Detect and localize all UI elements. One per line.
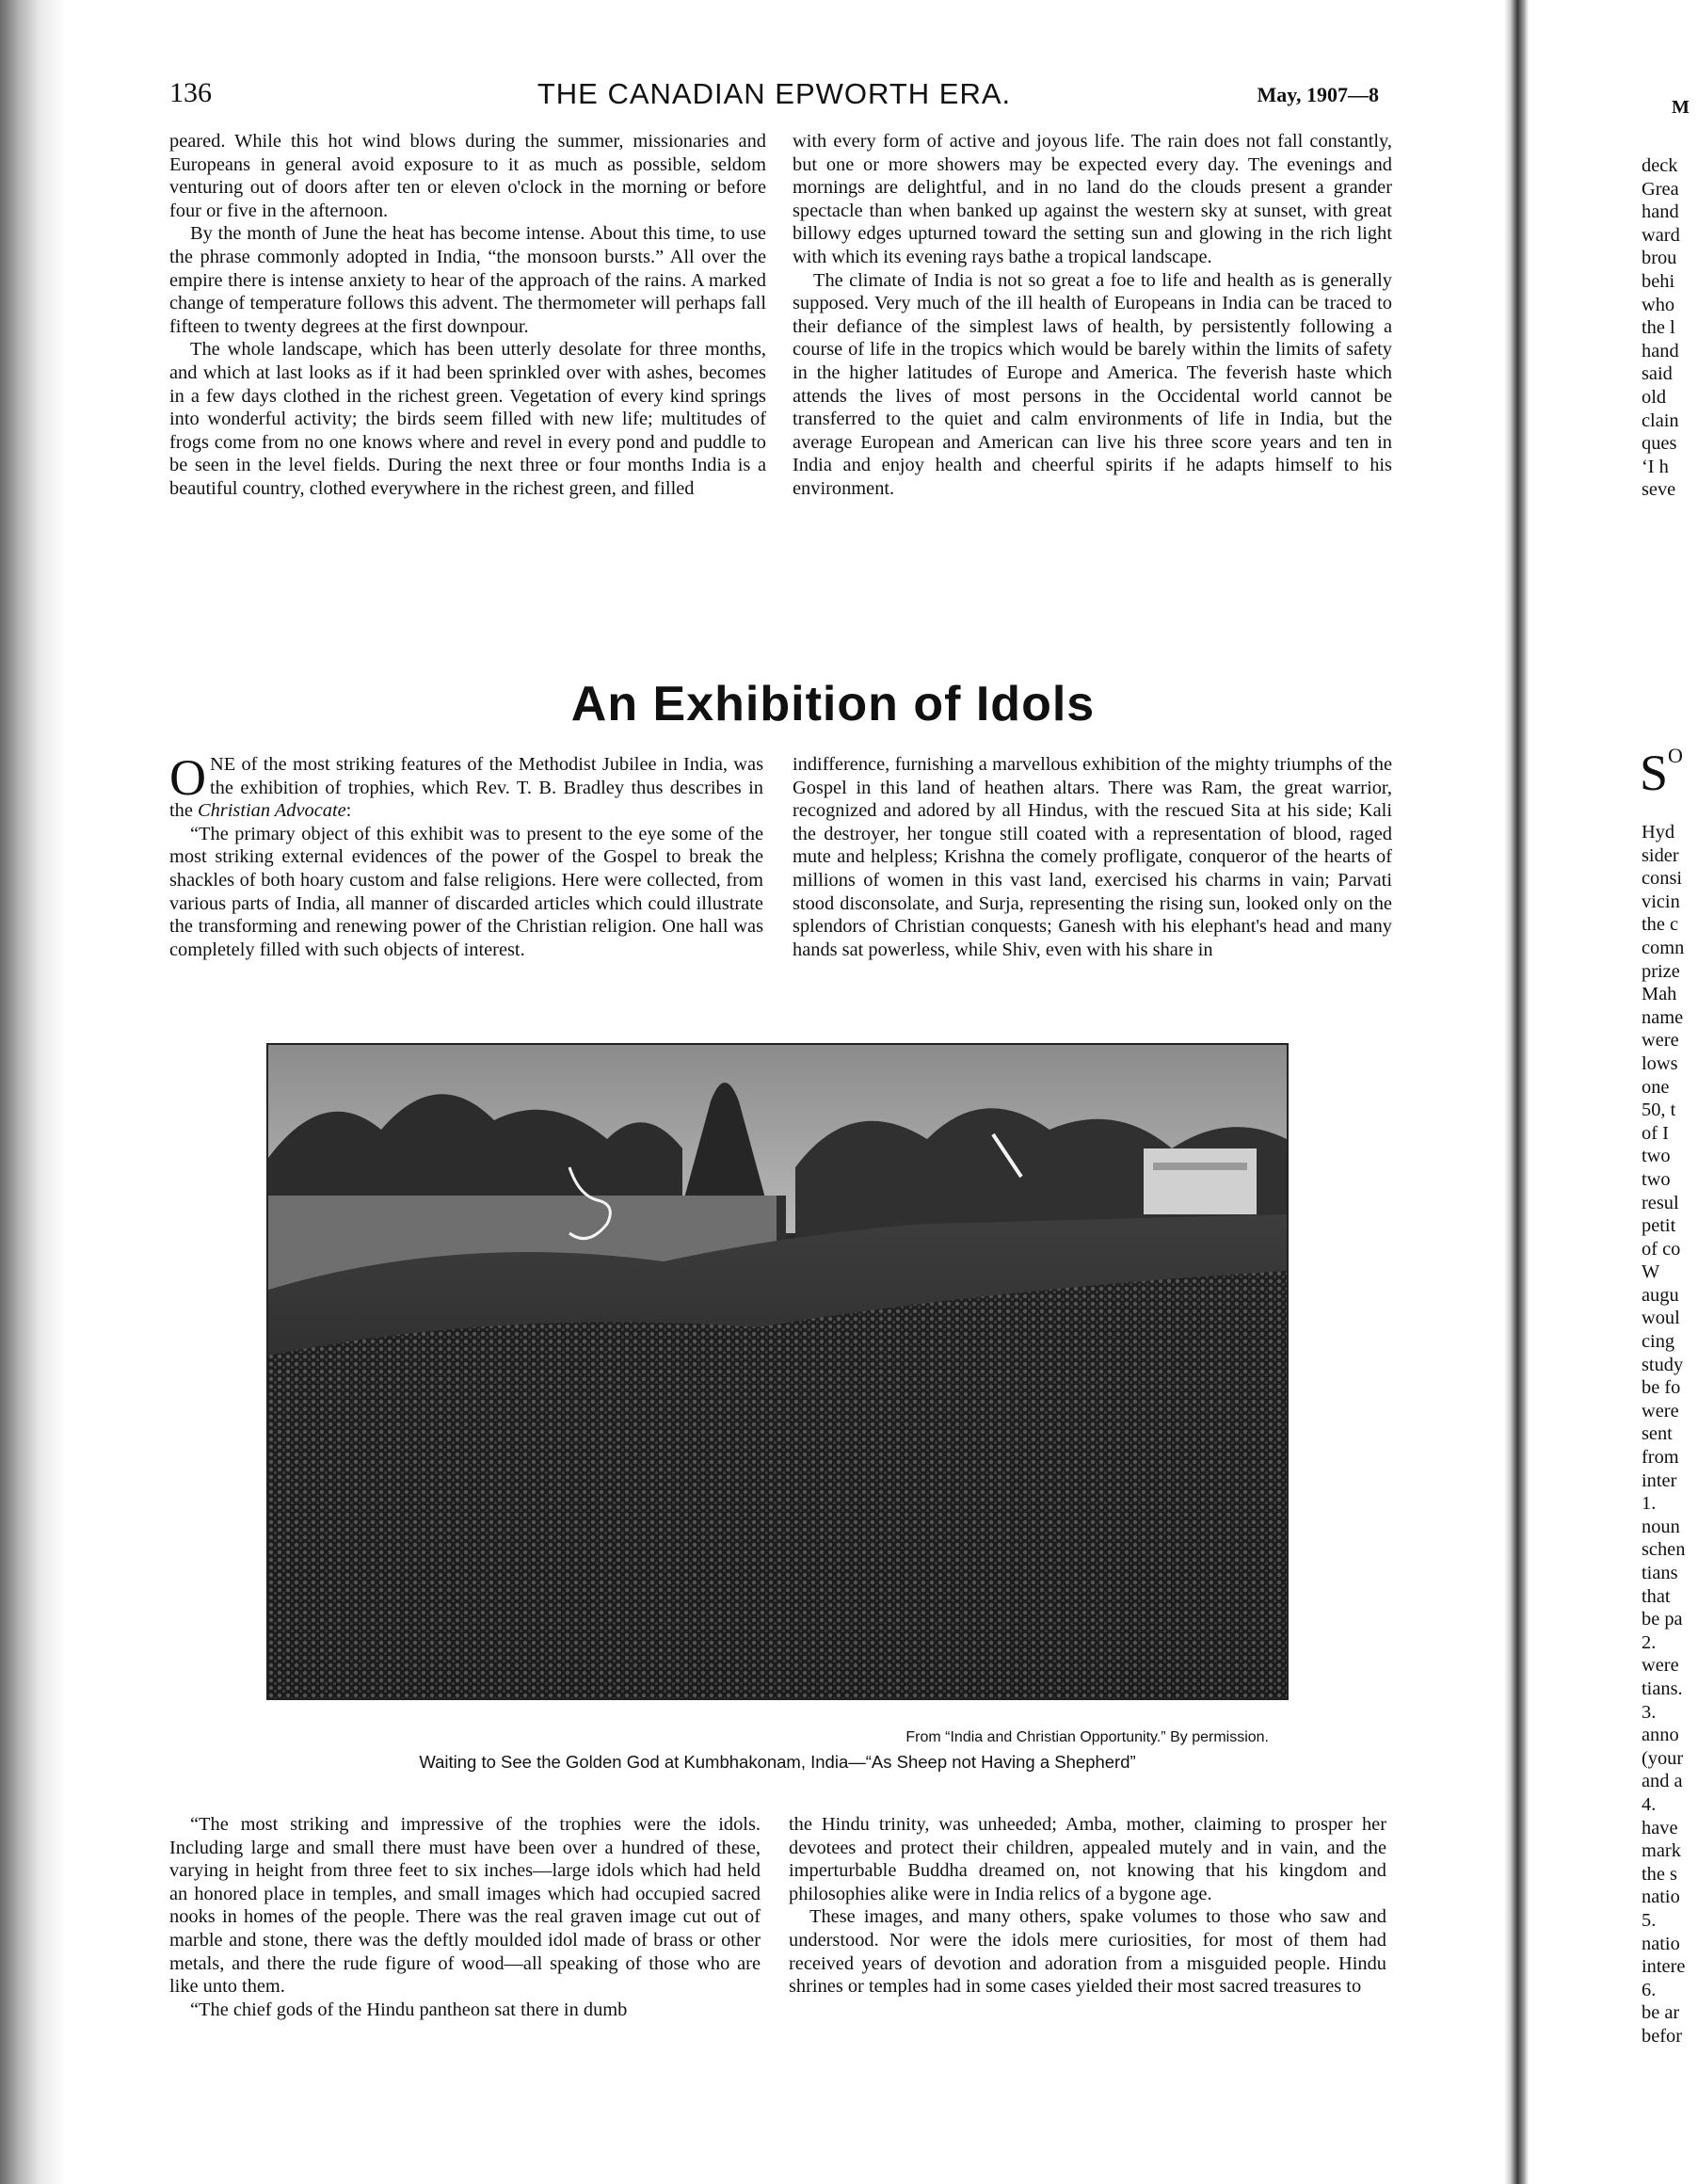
- intro-colon: :: [345, 800, 352, 822]
- facing-page-line: the l: [1642, 317, 1675, 339]
- facing-page-line: prize: [1642, 960, 1680, 982]
- facing-page-line: 1.: [1642, 1493, 1657, 1515]
- facing-page-line: cing: [1642, 1331, 1675, 1353]
- paragraph: indifference, furnishing a marvellous exhibition of the mighty triumphs of the Gospel in this land of heathen altars. There was Ram, the great warrior, recognized and adored by all Hindus, with the rescued Sita at his side; Kali the destroyer, her tongue still coated with a representation of blood, raged mute and helpless; Krishna the comely profligate, conqueror of the hearts of millions of women in this vast land, exercised his charms in vain; Parvati stood disconsolate, and Surja, representing the rising sun, looked only on the splendors of Christian conquests; Ganesh with his elephant's head and many hands sat powerless, while Shiv, even with his share in: [793, 754, 1392, 960]
- paragraph: “The chief gods of the Hindu pantheon sat there in dumb: [190, 1999, 628, 2020]
- facing-page-line: from: [1642, 1447, 1679, 1469]
- facing-page-line: ques: [1642, 433, 1677, 455]
- facing-page-line: old: [1642, 386, 1667, 408]
- facing-page-line: brou: [1642, 248, 1677, 269]
- facing-page-line: clain: [1642, 410, 1679, 431]
- facing-page-line: were: [1642, 1030, 1679, 1052]
- facing-page-line: 6.: [1642, 1979, 1657, 2000]
- drop-cap: O: [169, 749, 206, 806]
- facing-page-line: petit: [1642, 1215, 1676, 1237]
- facing-page-line: augu: [1642, 1284, 1679, 1306]
- paragraph: By the month of June the heat has become intense. About this time, to use the phrase commonly adopted in India, “the monsoon bursts.” All over the empire there is intense anxiety to hear of the approach of the rains. A marked change of temperature follows this advent. The thermometer will perhaps fall fifteen to twenty degrees at the first downpour.: [169, 223, 766, 337]
- facing-page-line: be pa: [1642, 1609, 1683, 1630]
- facing-page-line: woul: [1642, 1308, 1680, 1329]
- crowd-photo-illustration: [268, 1045, 1287, 1698]
- facing-page-line: W: [1642, 1261, 1660, 1283]
- facing-page-line: seve: [1642, 479, 1676, 501]
- facing-page-line: deck: [1642, 155, 1678, 176]
- bottom-left-column: [169, 1813, 761, 2021]
- intro-left-column: [169, 749, 763, 961]
- issue-date: May, 1907—8: [1257, 83, 1379, 106]
- facing-page-line: tians: [1642, 1563, 1678, 1583]
- facing-page-line: sent: [1642, 1423, 1673, 1445]
- facing-page-line: Mah: [1642, 984, 1677, 1005]
- facing-page-line: be fo: [1642, 1377, 1681, 1399]
- running-header: [169, 77, 1379, 115]
- facing-page-line: one: [1642, 1076, 1670, 1098]
- paragraph: peared. While this hot wind blows during the summer, missionaries and Europeans in general avoid exposure to it as much as possible, seldom venturing out of doors after ten or eleven o'clock in the morning or before four or five in the afternoon.: [169, 131, 766, 221]
- facing-page-line: Hyd: [1642, 822, 1675, 843]
- facing-page-line: ward: [1642, 224, 1680, 246]
- facing-page-line: consi: [1642, 868, 1683, 890]
- page-number: 136: [169, 77, 212, 108]
- facing-page-line: mark: [1642, 1840, 1681, 1862]
- facing-page-line: have: [1642, 1817, 1678, 1839]
- paragraph: “The primary object of this exhibit was to present to the eye some of the most striking external evidences of the power of the Gospel to break the shackles of both hoary custom and false religions. Here were collected, from various parts of India, all manner of discarded articles which could illustrate the transforming and renewing power of the Christian religion. One hall was completely filled with such objects of interest.: [169, 823, 763, 960]
- facing-page-line: vicin: [1642, 891, 1680, 912]
- facing-page-line: and a: [1642, 1771, 1683, 1792]
- facing-page-line: 4.: [1642, 1793, 1657, 1815]
- intro-paragraph: [169, 749, 763, 823]
- facing-page-line: noun: [1642, 1516, 1680, 1537]
- source-title: Christian Advocate: [198, 800, 346, 822]
- paragraph: “The most striking and impressive of the trophies were the idols. Including large and small there must have been over a hundred of these, varying in height from three feet to six inches—large idols which had held an honored place in temples, and small images which had occupied sacred nooks in homes of the people. There was the real graven image cut out of marble and stone, there was the deftly moulded idol made of brass or other metals, and there the rude figure of wood—all speaking of those who are like unto them.: [169, 1814, 761, 1998]
- facing-page-line: 50, t: [1642, 1100, 1676, 1121]
- top-right-column: [793, 130, 1392, 501]
- drop-letter-sup: O: [1668, 744, 1683, 767]
- paragraph: with every form of active and joyous life. The rain does not fall constantly, but one or more showers may be expected every day. The evenings and mornings are delightful, and in no land do the clouds present a grander spectacle than when banked up against the western sky at sunset, with great billowy edges upturned toward the setting sun and glowing in the rich light with which its evening rays bathe a tropical landscape.: [793, 131, 1392, 267]
- facing-page-fragment: [1529, 0, 1690, 2184]
- facing-page-line: name: [1642, 1006, 1684, 1028]
- facing-page-line: were: [1642, 1655, 1679, 1677]
- facing-page-header: M: [1672, 97, 1690, 118]
- facing-page-line: two: [1642, 1168, 1671, 1190]
- intro-text: NE of the most striking features of the Methodist Jubilee in India, was the exhibition of trophies, which Rev. T. B. Bradley thus describes in the: [169, 754, 763, 822]
- facing-page-line: sider: [1642, 844, 1679, 866]
- facing-page-line: natio: [1642, 1887, 1680, 1908]
- book-gutter: [1504, 0, 1529, 2184]
- facing-page-line: the s: [1642, 1863, 1677, 1885]
- facing-page-line: said: [1642, 363, 1673, 385]
- facing-page-line: inter: [1642, 1469, 1677, 1491]
- facing-page-line: hand: [1642, 201, 1679, 223]
- facing-page-line: of co: [1642, 1238, 1681, 1260]
- facing-page-line: be ar: [1642, 2002, 1680, 2024]
- facing-page-line: were: [1642, 1400, 1679, 1421]
- facing-page-line: natio: [1642, 1933, 1680, 1954]
- facing-page-line: that: [1642, 1585, 1671, 1607]
- facing-page-column: [1642, 821, 1698, 2048]
- masthead: THE CANADIAN EPWORTH ERA.: [537, 77, 1012, 110]
- top-left-column: [169, 130, 766, 501]
- facing-page-line: resul: [1642, 1192, 1679, 1213]
- facing-page-line: tians.: [1642, 1678, 1683, 1699]
- facing-page-line: 3.: [1642, 1701, 1657, 1723]
- facing-page-line: of I: [1642, 1122, 1669, 1144]
- facing-page-line: the c: [1642, 914, 1679, 936]
- facing-page-line: (your: [1642, 1747, 1684, 1769]
- drop-letter: S: [1640, 745, 1669, 801]
- facing-page-line: schen: [1642, 1539, 1686, 1561]
- facing-page-top-column: [1642, 154, 1698, 502]
- facing-page-line: hand: [1642, 340, 1679, 361]
- facing-page-line: befor: [1642, 2025, 1683, 2047]
- paragraph: the Hindu trinity, was unheeded; Amba, mother, claiming to prosper her devotees and protect their children, appealed mutely and in vain, and the imperturbable Buddha dreamed on, not knowing that his kingdom and philosophies alike were in India relics of a bygone age.: [789, 1814, 1386, 1904]
- facing-page-line: 2.: [1642, 1631, 1657, 1653]
- facing-page-line: comn: [1642, 937, 1685, 958]
- photo-credit: From “India and Christian Opportunity.” By permission.: [905, 1729, 1269, 1745]
- facing-page-line: Grea: [1642, 178, 1679, 200]
- paragraph: The climate of India is not so great a foe to life and health as is generally supposed. Very much of the ill health of Europeans in India can be traced to their defiance of the simplest laws of health, by persistently following a course of life in the tropics which would be barely within the limits of safety in the higher latitudes of Europe and America. The feverish haste which attends the lives of most persons in the Occidental world cannot be transferred to the quiet and calm environments of life in India, but the average European and American can live his three score years and ten in India and enjoy health and cheerful spirits if he adapts himself to his environment.: [793, 269, 1392, 499]
- facing-page-line: lows: [1642, 1052, 1678, 1074]
- crowd-photograph: [266, 1043, 1289, 1700]
- intro-right-column: [793, 753, 1392, 961]
- facing-page-line: intere: [1642, 1956, 1686, 1978]
- facing-page-line: anno: [1642, 1725, 1679, 1746]
- paragraph: The whole landscape, which has been utterly desolate for three months, and which at last looks as if it had been sprinkled over with ashes, becomes in a few days clothed in the richest green. Vegetation of every kind springs into wonderful activity; the birds seem filled with new life; multitudes of frogs come from no one knows where and revel in every pond and puddle to be seen in the level fields. During the next three or four months India is a beautiful country, clothed everywhere in the richest green, and filled: [169, 339, 766, 499]
- facing-page-line: ‘I h: [1642, 456, 1669, 477]
- facing-page-line: study: [1642, 1354, 1684, 1375]
- facing-page-line: two: [1642, 1146, 1671, 1167]
- facing-page-line: behi: [1642, 270, 1675, 292]
- photo-caption: Waiting to See the Golden God at Kumbhakonam, India—“As Sheep not Having a Shepherd”: [419, 1752, 1136, 1772]
- facing-page-drop-cap: [1640, 744, 1683, 802]
- paragraph: These images, and many others, spake volumes to those who saw and understood. Nor were the idols mere curiosities, for most of them had received years of devotion and adoration from a misguided people. Hindu shrines or temples had in some cases yielded their most sacred treasures to: [789, 1906, 1386, 1998]
- article-title: An Exhibition of Idols: [570, 677, 1096, 731]
- facing-page-line: who: [1642, 294, 1675, 315]
- bottom-right-column: [789, 1813, 1386, 1999]
- facing-page-line: 5.: [1642, 1909, 1657, 1931]
